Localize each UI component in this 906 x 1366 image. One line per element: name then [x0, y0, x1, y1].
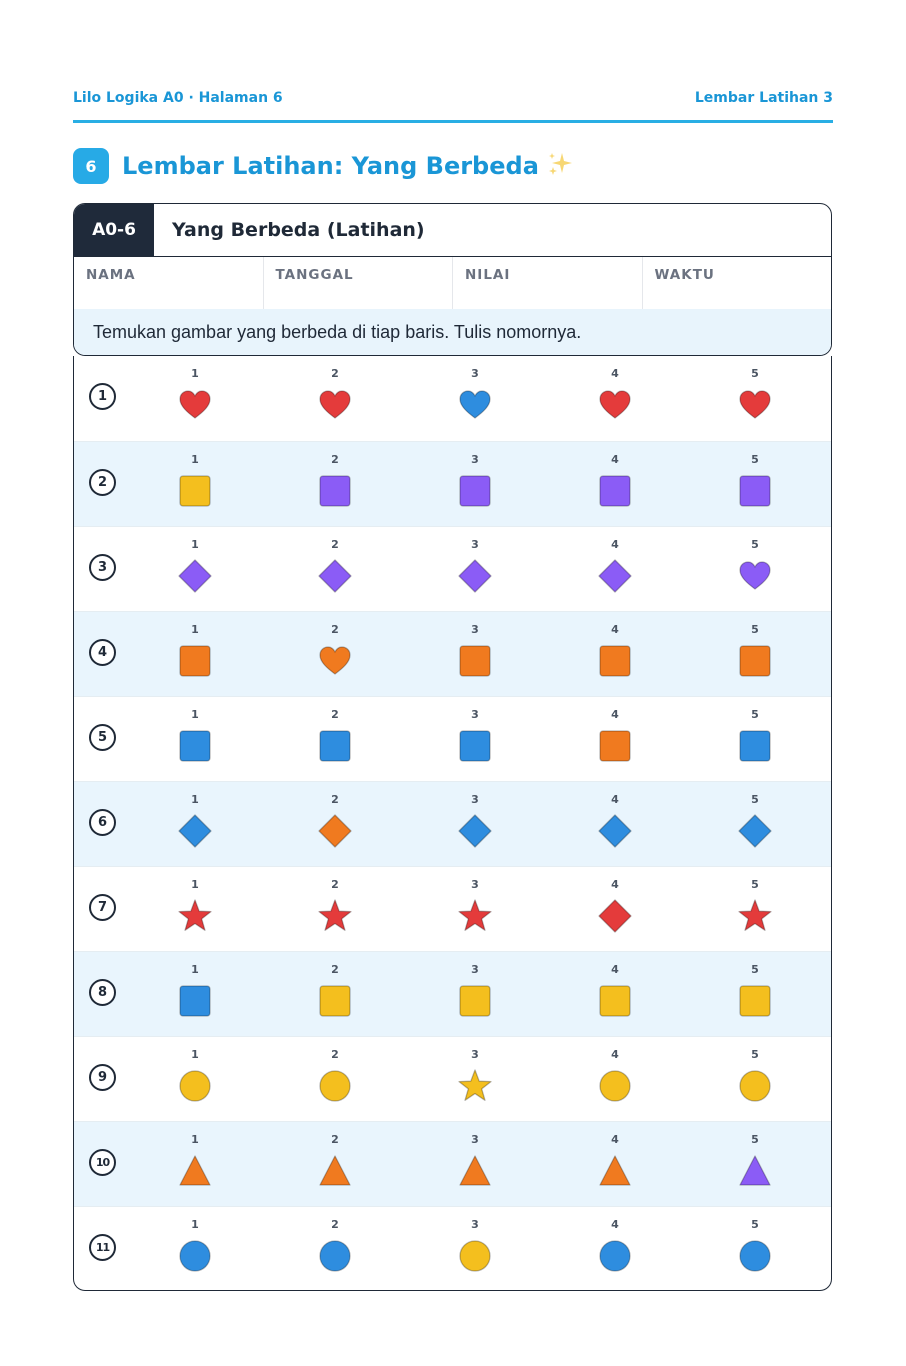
blue-diamond-shape: [459, 815, 491, 847]
option-number: 3: [471, 1048, 479, 1061]
picture-option[interactable]: [585, 1047, 645, 1117]
picture-option[interactable]: [305, 1132, 365, 1202]
star-icon: [178, 899, 212, 933]
square-icon: [318, 984, 352, 1018]
orange-heart-shape: [320, 647, 350, 674]
square-icon: [738, 644, 772, 678]
blue-diamond-shape: [739, 815, 771, 847]
option-number: 5: [751, 1133, 759, 1146]
exercise-row: [74, 951, 831, 1036]
picture-option[interactable]: [305, 877, 365, 947]
option-number: 3: [471, 963, 479, 976]
heart-icon: [318, 388, 352, 422]
option-number: 5: [751, 878, 759, 891]
picture-option[interactable]: [585, 707, 645, 777]
option-number: 1: [191, 793, 199, 806]
picture-option[interactable]: [725, 877, 785, 947]
yellow-circle-shape: [180, 1071, 210, 1101]
picture-option[interactable]: [725, 622, 785, 692]
picture-option[interactable]: [585, 366, 645, 436]
picture-option[interactable]: [725, 366, 785, 436]
exercise-row: [74, 611, 831, 696]
worksheet-header-card: [73, 203, 832, 356]
circle-icon: [738, 1239, 772, 1273]
square-icon: [738, 984, 772, 1018]
picture-option[interactable]: [305, 366, 365, 436]
section-heading: [73, 147, 573, 185]
row-number: 9: [89, 1064, 116, 1091]
square-icon: [178, 984, 212, 1018]
option-number: 5: [751, 538, 759, 551]
yellow-circle-shape: [460, 1241, 490, 1271]
square-icon: [598, 729, 632, 763]
picture-option[interactable]: [445, 1047, 505, 1117]
picture-option[interactable]: [305, 707, 365, 777]
student-info-row: [74, 256, 831, 310]
circle-icon: [178, 1069, 212, 1103]
option-number: 1: [191, 538, 199, 551]
square-icon: [598, 644, 632, 678]
picture-option[interactable]: [445, 1217, 505, 1287]
picture-option[interactable]: [305, 622, 365, 692]
blue-circle-shape: [320, 1241, 350, 1271]
picture-option[interactable]: [725, 1132, 785, 1202]
yellow-circle-shape: [320, 1071, 350, 1101]
blue-square-shape: [740, 731, 770, 761]
exercise-row: [74, 1121, 831, 1206]
option-number: 5: [751, 623, 759, 636]
picture-option[interactable]: [445, 622, 505, 692]
picture-option[interactable]: [165, 877, 225, 947]
diamond-icon: [318, 814, 352, 848]
circle-icon: [598, 1069, 632, 1103]
heart-icon: [458, 388, 492, 422]
row-number: 4: [89, 639, 116, 666]
option-number: 5: [751, 1048, 759, 1061]
row-number: 5: [89, 724, 116, 751]
blue-diamond-shape: [599, 815, 631, 847]
option-number: 5: [751, 1218, 759, 1231]
option-number: 5: [751, 708, 759, 721]
red-heart-shape: [740, 391, 770, 418]
circle-icon: [318, 1069, 352, 1103]
option-number: 1: [191, 1048, 199, 1061]
diamond-icon: [598, 899, 632, 933]
option-number: 3: [471, 367, 479, 380]
option-number: 1: [191, 453, 199, 466]
row-number: 1: [89, 383, 116, 410]
triangle-icon: [178, 1154, 212, 1188]
picture-option[interactable]: [585, 962, 645, 1032]
square-icon: [738, 474, 772, 508]
picture-option[interactable]: [585, 1217, 645, 1287]
row-number: 8: [89, 979, 116, 1006]
picture-option[interactable]: [445, 962, 505, 1032]
blue-circle-shape: [740, 1241, 770, 1271]
picture-option[interactable]: [585, 792, 645, 862]
diamond-icon: [178, 814, 212, 848]
option-number: 4: [611, 1218, 619, 1231]
heart-icon: [598, 388, 632, 422]
picture-option[interactable]: [305, 962, 365, 1032]
red-star-shape: [739, 900, 771, 930]
purple-square-shape: [740, 476, 770, 506]
picture-option[interactable]: [305, 452, 365, 522]
picture-option[interactable]: [445, 707, 505, 777]
circle-icon: [458, 1239, 492, 1273]
sparkle-icon: [547, 151, 573, 181]
yellow-circle-shape: [600, 1071, 630, 1101]
option-number: 1: [191, 963, 199, 976]
option-number: 4: [611, 1133, 619, 1146]
option-number: 1: [191, 623, 199, 636]
option-number: 3: [471, 1133, 479, 1146]
exercise-row: [74, 696, 831, 781]
square-icon: [458, 474, 492, 508]
square-icon: [178, 474, 212, 508]
picture-option[interactable]: [305, 792, 365, 862]
option-number: 2: [331, 623, 339, 636]
picture-option[interactable]: [165, 1047, 225, 1117]
blue-square-shape: [180, 986, 210, 1016]
picture-option[interactable]: [305, 1047, 365, 1117]
option-number: 2: [331, 793, 339, 806]
yellow-square-shape: [740, 986, 770, 1016]
diamond-icon: [458, 814, 492, 848]
section-title: Lembar Latihan: Yang Berbeda: [122, 152, 539, 180]
page-header: [73, 90, 833, 110]
option-number: 3: [471, 793, 479, 806]
heart-icon: [318, 644, 352, 678]
row-number: 6: [89, 809, 116, 836]
star-icon: [738, 899, 772, 933]
option-number: 2: [331, 538, 339, 551]
orange-triangle-shape: [320, 1156, 350, 1185]
orange-square-shape: [600, 646, 630, 676]
orange-square-shape: [460, 646, 490, 676]
diamond-icon: [598, 814, 632, 848]
score-field[interactable]: NILAI: [453, 257, 643, 310]
option-number: 3: [471, 453, 479, 466]
option-number: 4: [611, 1048, 619, 1061]
yellow-square-shape: [180, 476, 210, 506]
option-number: 2: [331, 708, 339, 721]
picture-option[interactable]: [165, 537, 225, 607]
instruction-text: Temukan gambar yang berbeda di tiap baris. Tulis nomornya.: [74, 309, 831, 355]
picture-option[interactable]: [585, 537, 645, 607]
star-icon: [318, 899, 352, 933]
picture-option[interactable]: [725, 1047, 785, 1117]
red-star-shape: [459, 900, 491, 930]
exercise-rows: [73, 356, 832, 1291]
option-number: 4: [611, 367, 619, 380]
purple-square-shape: [600, 476, 630, 506]
square-icon: [178, 729, 212, 763]
option-number: 3: [471, 538, 479, 551]
purple-diamond-shape: [599, 560, 631, 592]
diamond-icon: [178, 559, 212, 593]
triangle-icon: [598, 1154, 632, 1188]
row-number: 2: [89, 469, 116, 496]
option-number: 1: [191, 1133, 199, 1146]
yellow-circle-shape: [740, 1071, 770, 1101]
orange-square-shape: [180, 646, 210, 676]
red-heart-shape: [320, 391, 350, 418]
exercise-row: [74, 1206, 831, 1291]
red-star-shape: [319, 900, 351, 930]
orange-diamond-shape: [319, 815, 351, 847]
blue-square-shape: [460, 731, 490, 761]
picture-option[interactable]: [165, 962, 225, 1032]
square-icon: [738, 729, 772, 763]
diamond-icon: [598, 559, 632, 593]
heart-icon: [738, 388, 772, 422]
blue-square-shape: [320, 731, 350, 761]
sheet-label: Lembar Latihan 3: [694, 90, 833, 106]
option-number: 2: [331, 1218, 339, 1231]
picture-option[interactable]: [305, 537, 365, 607]
picture-option[interactable]: [585, 452, 645, 522]
picture-option[interactable]: [305, 1217, 365, 1287]
picture-option[interactable]: [585, 877, 645, 947]
circle-icon: [318, 1239, 352, 1273]
date-field[interactable]: TANGGAL: [264, 257, 454, 310]
picture-option[interactable]: [165, 707, 225, 777]
picture-option[interactable]: [165, 1132, 225, 1202]
square-icon: [598, 984, 632, 1018]
orange-triangle-shape: [460, 1156, 490, 1185]
option-number: 2: [331, 878, 339, 891]
circle-icon: [178, 1239, 212, 1273]
exercise-row: [74, 781, 831, 866]
row-number: 11: [89, 1234, 116, 1261]
exercise-row: [74, 441, 831, 526]
picture-option[interactable]: [165, 622, 225, 692]
row-number: 7: [89, 894, 116, 921]
option-number: 4: [611, 538, 619, 551]
option-number: 4: [611, 453, 619, 466]
option-number: 2: [331, 367, 339, 380]
blue-circle-shape: [180, 1241, 210, 1271]
picture-option[interactable]: [725, 452, 785, 522]
exercise-row: [74, 1036, 831, 1121]
picture-option[interactable]: [445, 452, 505, 522]
picture-option[interactable]: [165, 792, 225, 862]
circle-icon: [598, 1239, 632, 1273]
circle-icon: [738, 1069, 772, 1103]
picture-option[interactable]: [585, 1132, 645, 1202]
picture-option[interactable]: [165, 1217, 225, 1287]
picture-option[interactable]: [725, 792, 785, 862]
square-icon: [458, 729, 492, 763]
blue-square-shape: [180, 731, 210, 761]
purple-heart-shape: [740, 562, 770, 589]
option-number: 1: [191, 367, 199, 380]
picture-option[interactable]: [165, 366, 225, 436]
option-number: 4: [611, 963, 619, 976]
purple-square-shape: [460, 476, 490, 506]
orange-square-shape: [600, 731, 630, 761]
picture-option[interactable]: [725, 707, 785, 777]
square-icon: [178, 644, 212, 678]
picture-option[interactable]: [445, 792, 505, 862]
picture-option[interactable]: [725, 537, 785, 607]
option-number: 3: [471, 1218, 479, 1231]
triangle-icon: [318, 1154, 352, 1188]
picture-option[interactable]: [445, 366, 505, 436]
sheet-name: Yang Berbeda (Latihan): [172, 219, 425, 241]
purple-diamond-shape: [179, 560, 211, 592]
purple-triangle-shape: [740, 1156, 770, 1185]
exercise-row: [74, 866, 831, 951]
option-number: 2: [331, 453, 339, 466]
diamond-icon: [458, 559, 492, 593]
heart-icon: [178, 388, 212, 422]
option-number: 1: [191, 878, 199, 891]
option-number: 1: [191, 1218, 199, 1231]
square-icon: [458, 644, 492, 678]
triangle-icon: [738, 1154, 772, 1188]
purple-square-shape: [320, 476, 350, 506]
heart-icon: [738, 559, 772, 593]
option-number: 2: [331, 1133, 339, 1146]
sheet-code: A0-6: [74, 204, 154, 256]
picture-option[interactable]: [725, 962, 785, 1032]
option-number: 5: [751, 793, 759, 806]
red-star-shape: [179, 900, 211, 930]
yellow-star-shape: [459, 1070, 491, 1100]
red-heart-shape: [600, 391, 630, 418]
option-number: 3: [471, 708, 479, 721]
option-number: 5: [751, 963, 759, 976]
picture-option[interactable]: [165, 452, 225, 522]
diamond-icon: [738, 814, 772, 848]
square-icon: [598, 474, 632, 508]
option-number: 5: [751, 367, 759, 380]
orange-triangle-shape: [180, 1156, 210, 1185]
yellow-square-shape: [320, 986, 350, 1016]
book-title: Lilo Logika A0 · Halaman 6: [73, 90, 283, 106]
orange-square-shape: [740, 646, 770, 676]
square-icon: [318, 729, 352, 763]
picture-option[interactable]: [445, 1132, 505, 1202]
option-number: 4: [611, 878, 619, 891]
option-number: 4: [611, 623, 619, 636]
row-number: 3: [89, 554, 116, 581]
blue-heart-shape: [460, 391, 490, 418]
option-number: 5: [751, 453, 759, 466]
red-diamond-shape: [599, 900, 631, 932]
option-number: 2: [331, 1048, 339, 1061]
picture-option[interactable]: [725, 1217, 785, 1287]
square-icon: [458, 984, 492, 1018]
option-number: 3: [471, 623, 479, 636]
section-number-badge: 6: [73, 148, 109, 184]
blue-circle-shape: [600, 1241, 630, 1271]
option-number: 2: [331, 963, 339, 976]
option-number: 3: [471, 878, 479, 891]
diamond-icon: [318, 559, 352, 593]
exercise-row: [74, 356, 831, 441]
option-number: 1: [191, 708, 199, 721]
option-number: 4: [611, 708, 619, 721]
square-icon: [318, 474, 352, 508]
exercise-row: [74, 526, 831, 611]
yellow-square-shape: [600, 986, 630, 1016]
star-icon: [458, 899, 492, 933]
purple-diamond-shape: [319, 560, 351, 592]
time-field[interactable]: WAKTU: [654, 267, 715, 283]
picture-option[interactable]: [445, 877, 505, 947]
row-number: 10: [89, 1149, 116, 1176]
orange-triangle-shape: [600, 1156, 630, 1185]
picture-option[interactable]: [585, 622, 645, 692]
triangle-icon: [458, 1154, 492, 1188]
name-field[interactable]: NAMA: [74, 257, 264, 310]
header-divider: [73, 120, 833, 123]
blue-diamond-shape: [179, 815, 211, 847]
red-heart-shape: [180, 391, 210, 418]
purple-diamond-shape: [459, 560, 491, 592]
option-number: 4: [611, 793, 619, 806]
picture-option[interactable]: [445, 537, 505, 607]
star-icon: [458, 1069, 492, 1103]
yellow-square-shape: [460, 986, 490, 1016]
